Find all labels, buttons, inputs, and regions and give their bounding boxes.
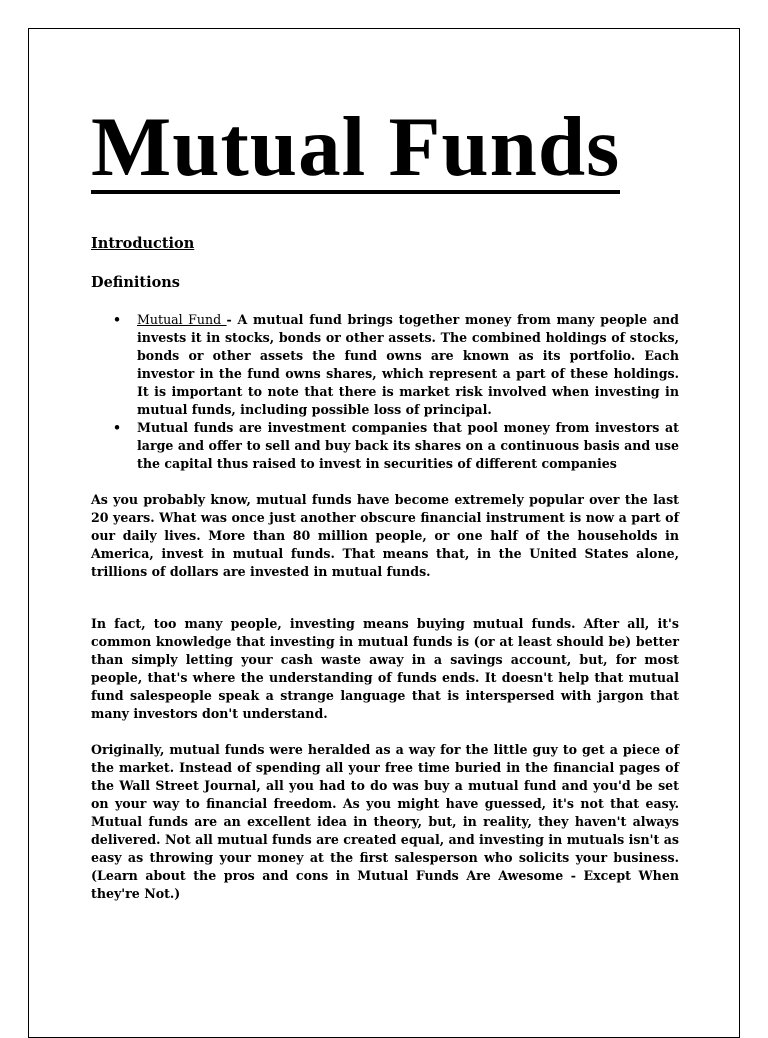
document-page <box>28 28 740 1038</box>
body-paragraph: In fact, too many people, investing means buying mutual funds. After all, it's common knowledge that investing in mutual funds is (or at least should be) better than simply letting your cash waste away in a savings account, but, for most people, that's where the understanding of funds ends. It doesn't help that mutual fund salespeople speak a strange language that is interspersed with jargon that many investors don't understand. <box>91 616 679 721</box>
bullet-icon: • <box>113 312 122 327</box>
definition-text: - A mutual fund brings together money from many people and invests it in stocks, bonds or other assets. The combined holdings of stocks, bonds or other assets the fund owns are known as its portfolio. Each investor in the fund owns shares, which represent a part of these holdings. It is important to note that there is market risk involved when investing in mutual funds, including possible loss of principal. <box>137 312 679 417</box>
body-paragraph: Originally, mutual funds were heralded as a way for the little guy to get a piece of the market. Instead of spending all your free time buried in the financial pages of the Wall Street Journal, all you had to do was buy a mutual fund and you'd be set on your way to financial freedom. As you might have guessed, it's not that easy. Mutual funds are an excellent idea in theory, but, in reality, they haven't always delivered. Not all mutual funds are created equal, and investing in mutuals isn't as easy as throwing your money at the first salesperson who solicits your business. (Learn about the pros and cons in Mutual Funds Are Awesome - Except When they're Not.) <box>91 742 679 901</box>
definition-item <box>91 311 679 419</box>
document-title: Mutual Funds <box>91 100 621 194</box>
section-heading-introduction: Introduction <box>91 235 195 252</box>
definition-text: Mutual funds are investment companies that pool money from investors at large and offer to sell and buy back its shares on a continuous basis and use the capital thus raised to invest in securities of different companies <box>137 420 679 471</box>
definitions-list <box>91 311 679 473</box>
body-paragraph: As you probably know, mutual funds have become extremely popular over the last 20 years. What was once just another obscure financial instrument is now a part of our daily lives. More than 80 million people, or one half of the households in America, invest in mutual funds. That means that, in the United States alone, trillions of dollars are invested in mutual funds. <box>91 492 679 579</box>
definition-item <box>91 419 679 473</box>
bullet-icon: • <box>113 420 122 435</box>
subheading-definitions: Definitions <box>91 274 180 291</box>
definition-term: Mutual Fund <box>137 312 227 327</box>
